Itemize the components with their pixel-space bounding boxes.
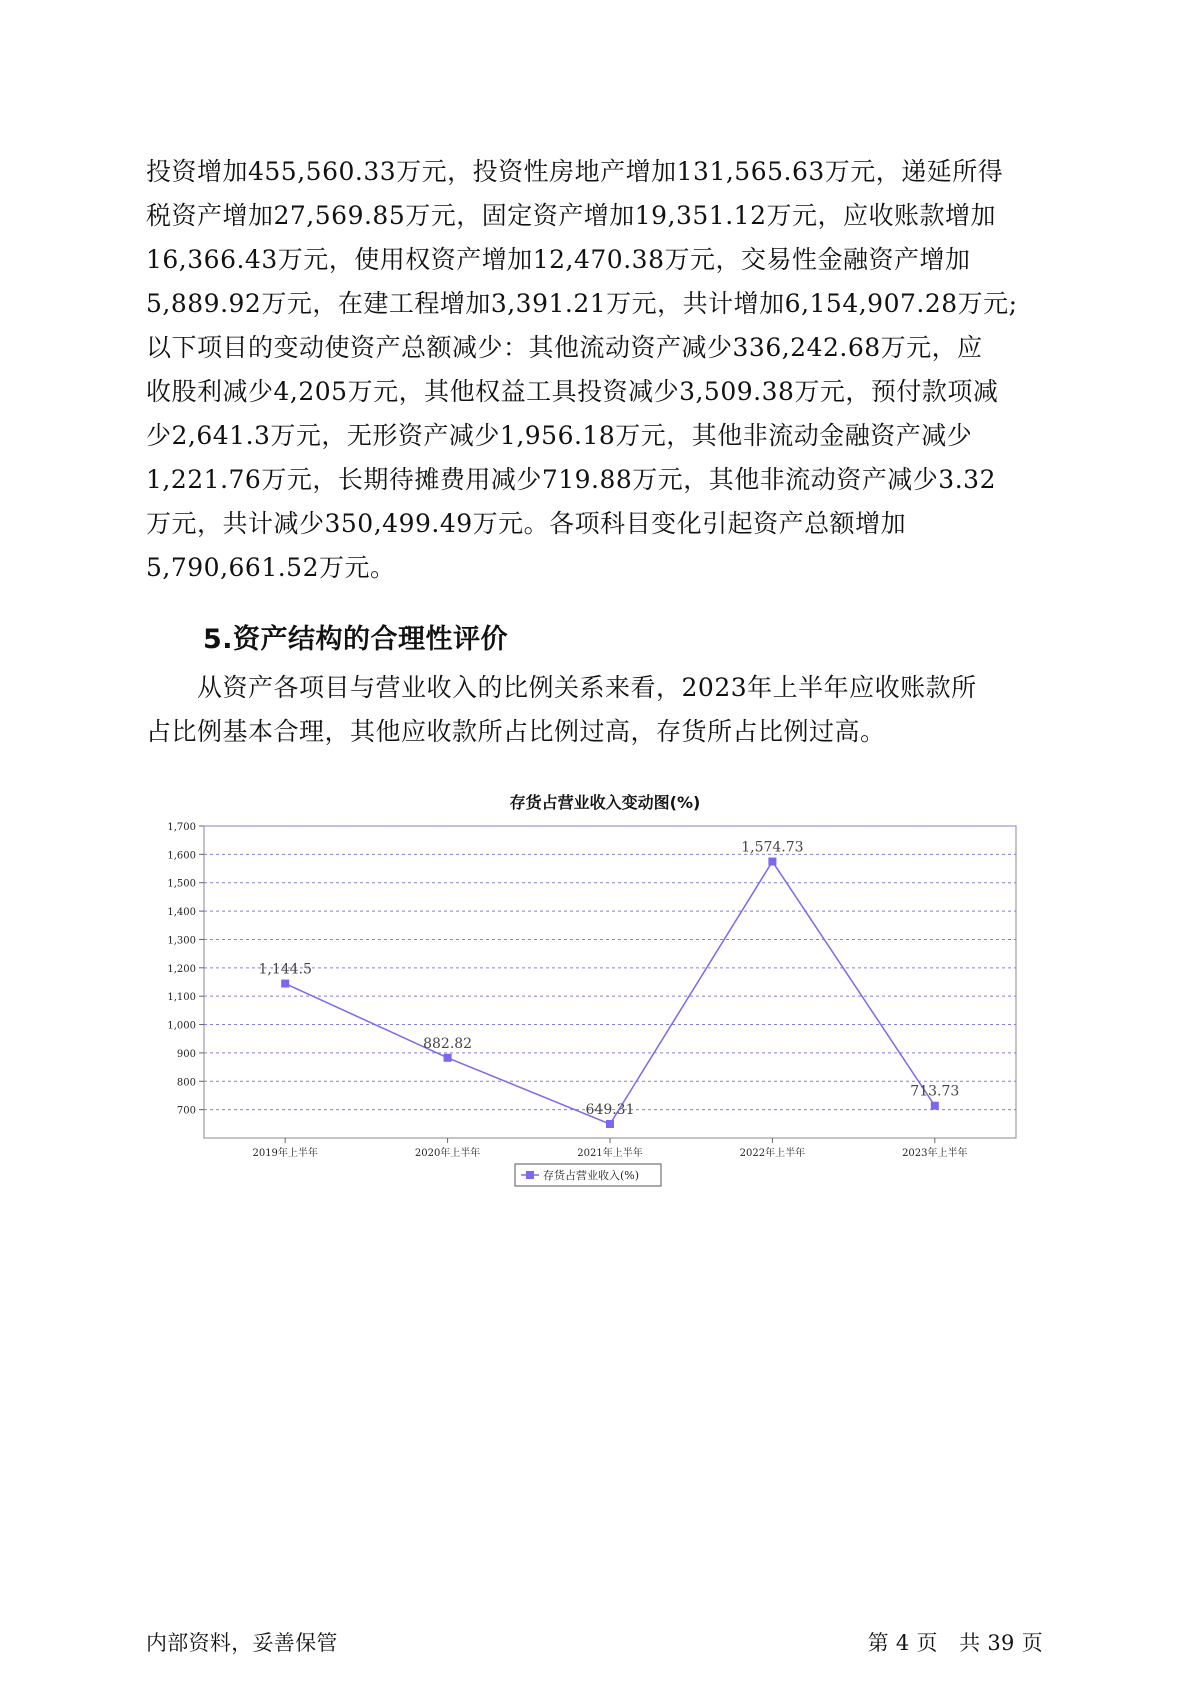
text-line: 从资产各项目与营业收入的比例关系来看，2023年上半年应收账款所 <box>146 673 977 702</box>
text-line: 5,790,661.52万元。 <box>146 553 396 582</box>
text-line: 16,366.43万元，使用权资产增加12,470.38万元，交易性金融资产增加 <box>146 245 971 274</box>
x-tick-label: 2020年上半年 <box>414 1148 481 1159</box>
footer-confidential-note: 内部资料，妥善保管 <box>146 1631 338 1655</box>
chart-svg <box>148 788 1048 1248</box>
section-heading: 5.资产结构的合理性评价 <box>203 624 509 655</box>
x-tick-label: 2022年上半年 <box>739 1148 806 1159</box>
inventory-ratio-chart <box>148 788 1048 1248</box>
text-line: 税资产增加27,569.85万元，固定资产增加19,351.12万元，应收账款增加 <box>146 201 996 230</box>
chart-title: 存货占营业收入变动图(%) <box>509 793 701 812</box>
y-tick-label: 1,700 <box>167 822 196 833</box>
data-point <box>444 1054 452 1062</box>
y-tick-label: 1,200 <box>167 963 196 975</box>
data-label: 1,144.5 <box>258 961 312 978</box>
data-label: 649.31 <box>585 1102 635 1119</box>
y-tick-label: 700 <box>176 1105 196 1117</box>
y-tick-label: 1,500 <box>167 878 196 890</box>
data-point <box>281 980 289 988</box>
x-tick-label: 2019年上半年 <box>252 1148 318 1159</box>
paragraph-asset-changes <box>146 150 1046 590</box>
text-line: 万元，共计减少350,499.49万元。各项科目变化引起资产总额增加 <box>146 509 907 538</box>
x-tick-label: 2023年上半年 <box>902 1148 968 1159</box>
y-tick-label: 800 <box>176 1077 196 1089</box>
plot-area <box>204 826 1016 1138</box>
legend-label: 存货占营业收入(%) <box>543 1169 640 1182</box>
text-line: 收股利减少4,205万元，其他权益工具投资减少3,509.38万元，预付款项减 <box>146 377 999 406</box>
data-label: 1,574.73 <box>741 839 804 856</box>
paragraph-structure-evaluation <box>146 666 1046 754</box>
text-line: 投资增加455,560.33万元，投资性房地产增加131,565.63万元，递延所得 <box>146 157 1004 186</box>
y-tick-label: 1,400 <box>167 907 196 919</box>
y-tick-label: 900 <box>176 1048 196 1060</box>
y-tick-label: 1,000 <box>167 1020 196 1032</box>
text-line: 以下项目的变动使资产总额减少：其他流动资产减少336,242.68万元，应 <box>146 333 983 362</box>
data-point <box>606 1120 614 1128</box>
data-label: 713.73 <box>910 1083 960 1100</box>
y-tick-label: 1,600 <box>167 850 196 862</box>
y-tick-label: 1,300 <box>167 935 196 947</box>
x-tick-label: 2021年上半年 <box>577 1148 643 1159</box>
data-point <box>768 858 776 866</box>
y-tick-label: 1,100 <box>167 992 196 1004</box>
footer-page-number: 第 4 页 共 39 页 <box>867 1631 1043 1655</box>
text-line: 5,889.92万元，在建工程增加3,391.21万元，共计增加6,154,907.28万元; <box>146 289 1018 318</box>
text-line: 少2,641.3万元，无形资产减少1,956.18万元，其他非流动金融资产减少 <box>146 421 973 450</box>
text-line: 1,221.76万元，长期待摊费用减少719.88万元，其他非流动资产减少3.32 <box>146 465 996 494</box>
legend-marker <box>526 1171 534 1179</box>
text-line: 占比例基本合理，其他应收款所占比例过高，存货所占比例过高。 <box>146 717 886 746</box>
data-label: 882.82 <box>423 1035 473 1052</box>
data-point <box>931 1102 939 1110</box>
